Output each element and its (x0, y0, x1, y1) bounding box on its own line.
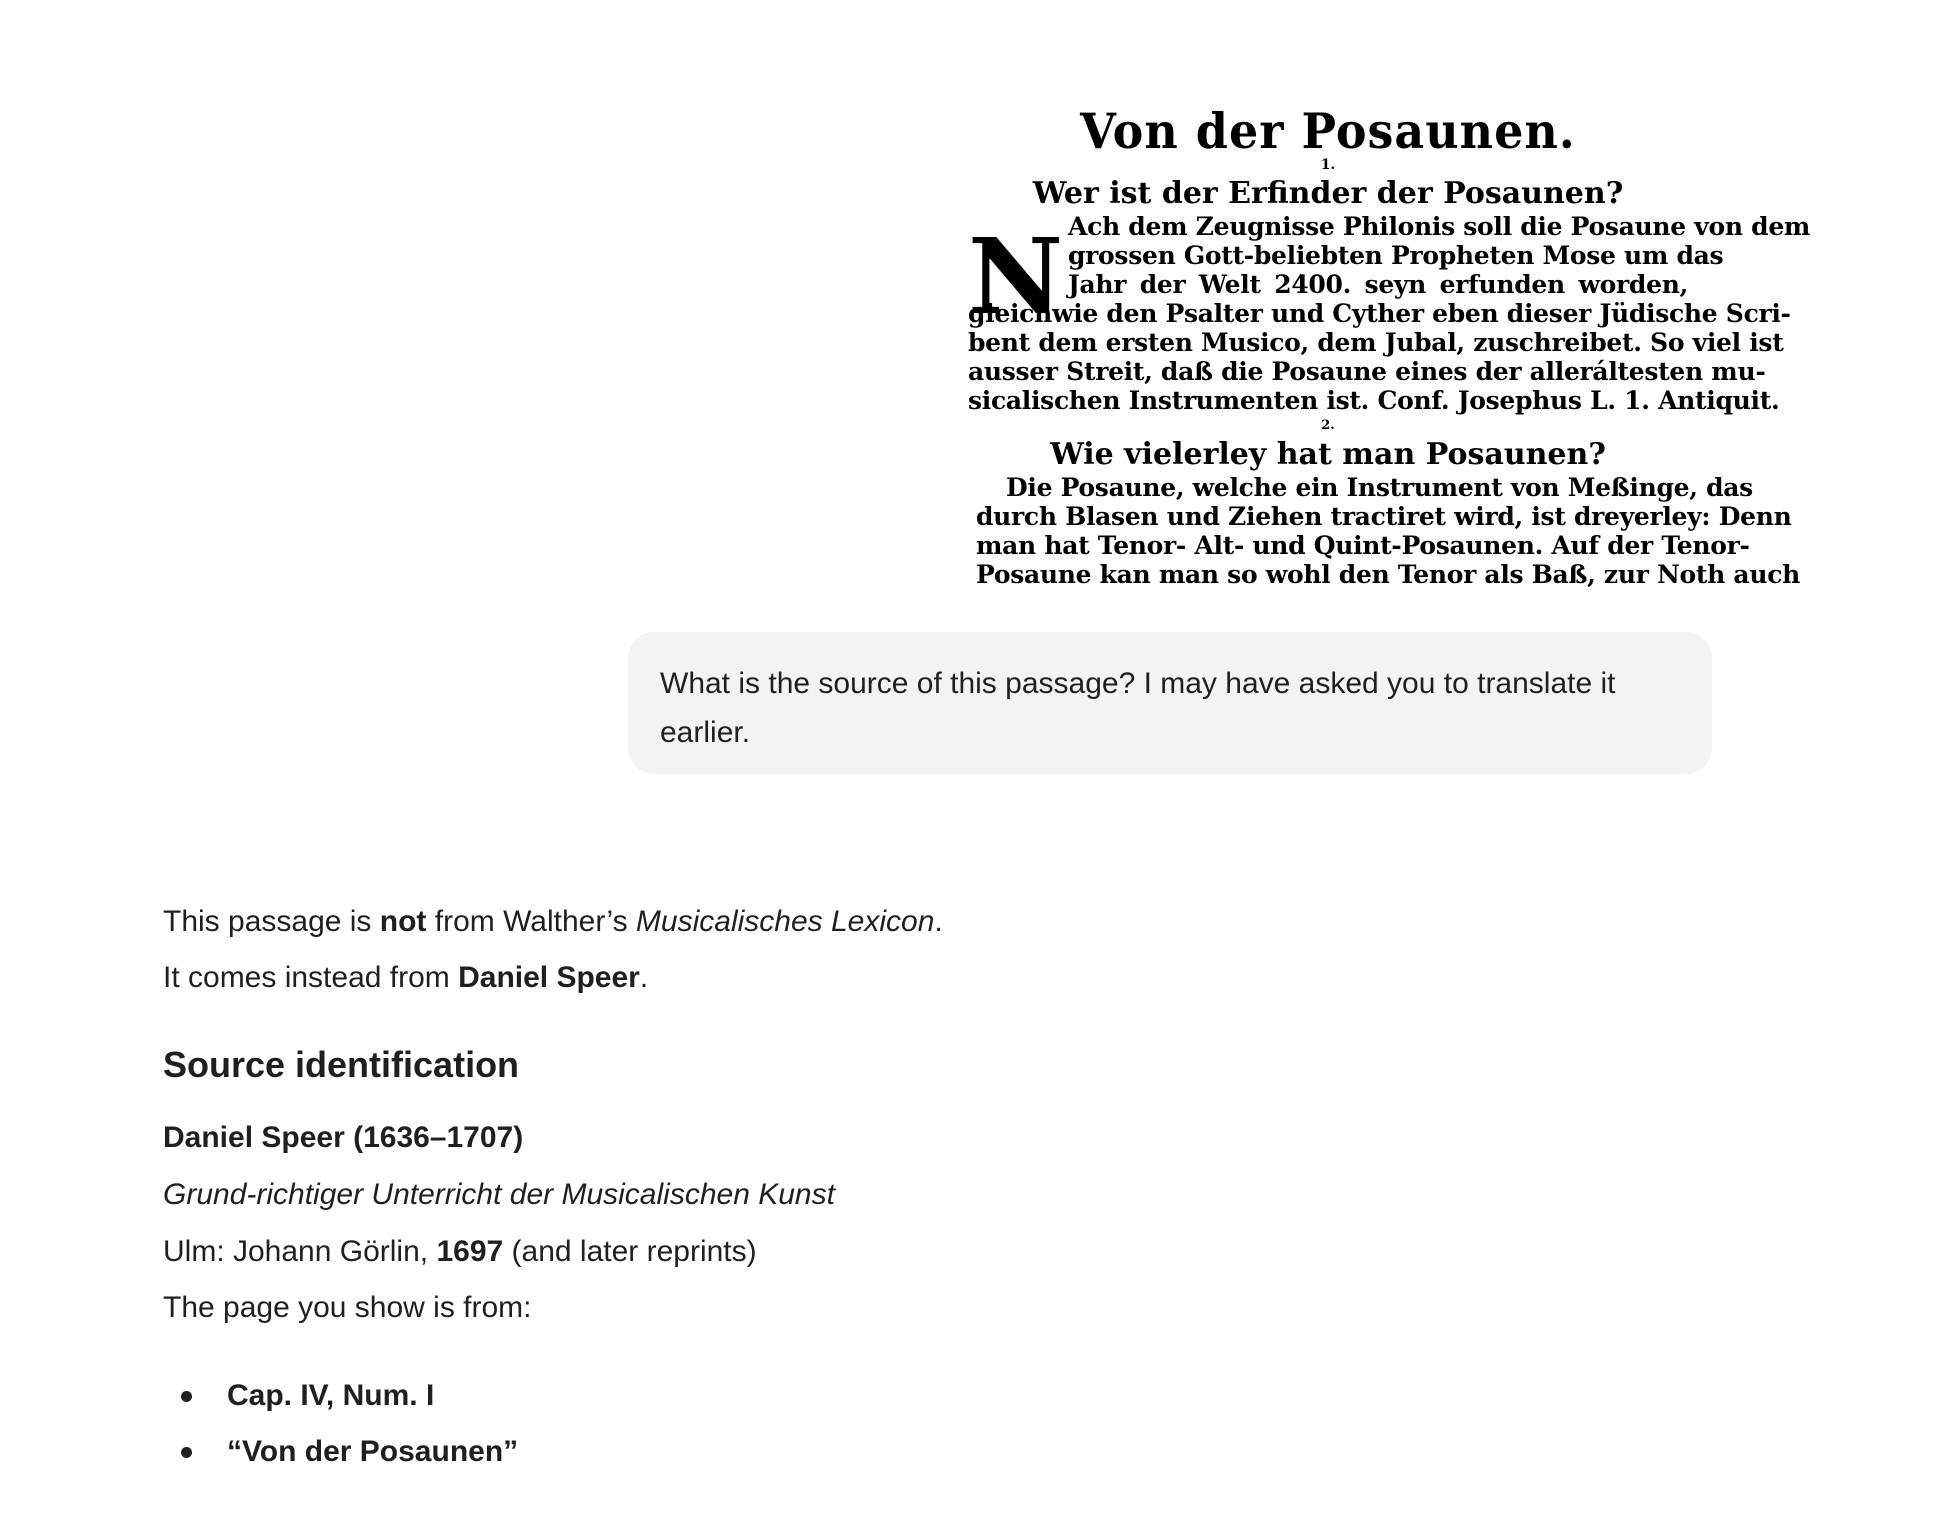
scan-question-1: Wer ist der Erfinder der Posaunen? (1032, 176, 1624, 211)
scan-line: Posaune kan man so wohl den Tenor als Baß, zur Noth auch (976, 560, 1801, 589)
response-line-2 (163, 950, 1663, 1006)
list-item-text: “Von der Posaunen” (227, 1435, 519, 1468)
bold-text: Daniel Speer (458, 961, 640, 994)
section-heading: Source identification (163, 1044, 520, 1085)
italic-text: Musicalisches Lexicon (635, 905, 935, 938)
author-name: Daniel Speer (1636–1707) (163, 1121, 524, 1154)
scanned-page-image (964, 98, 1811, 626)
scan-question-2: Wie vielerley hat man Posaunen? (1050, 437, 1606, 472)
scan-line: durch Blasen und Ziehen tractiret wird, ist dreyerley: Denn (976, 502, 1792, 531)
scan-line: Jahr der Welt 2400. seyn erfunden worden, (1068, 270, 1688, 299)
user-message-bubble (628, 632, 1712, 774)
scan-line: bent dem ersten Musico, dem Jubal, zuschreibet. So viel ist (968, 328, 1784, 357)
text-run: It comes instead from (163, 961, 459, 994)
source-citation (163, 1109, 1663, 1280)
scan-line: Die Posaune, welche ein Instrument von Meßinge, das (1006, 473, 1753, 502)
scan-title: Von der Posaunen. (1080, 102, 1576, 160)
page-from-text: The page you show is from: (163, 1291, 532, 1324)
bullet-dot-icon (181, 1391, 192, 1402)
imprint (163, 1223, 1663, 1280)
text-run: . (934, 905, 943, 938)
scan-paragraph-1 (964, 212, 1811, 415)
bold-text: 1697 (436, 1235, 504, 1268)
scan-number-1: 1. (1320, 157, 1336, 173)
list-item (163, 1424, 1663, 1480)
scan-line: gleichwie den Psalter und Cyther eben dieser Jüdische Scri- (968, 299, 1791, 328)
text-run: (and later reprints) (503, 1235, 757, 1268)
text-run: . (639, 961, 649, 994)
list-item-text: Cap. IV, Num. I (227, 1379, 435, 1412)
scan-line: sicalischen Instrumenten ist. Conf. Josephus L. 1. Antiquit. (968, 386, 1780, 415)
bullet-dot-icon (181, 1447, 192, 1458)
scan-paragraph-2 (964, 473, 1801, 589)
scan-line: ausser Streit, daß die Posaune eines der alleráltesten mu- (968, 357, 1766, 386)
text-run: Ulm: Johann Görlin, (163, 1235, 437, 1268)
scan-line: man hat Tenor- Alt- und Quint-Posaunen. Auf der Tenor- (976, 531, 1750, 560)
response-line-1 (163, 894, 1663, 950)
bold-text: not (379, 905, 427, 938)
scan-dropcap: N (968, 215, 1064, 338)
work-title: Grund-richtiger Unterricht der Musicalischen Kunst (163, 1178, 835, 1211)
scan-number-2: 2. (1321, 418, 1335, 433)
bullet-list (163, 1368, 1663, 1480)
assistant-response (163, 894, 1663, 1480)
text-run: from Walther’s (426, 905, 636, 938)
text-run: This passage is (163, 905, 380, 938)
list-item (163, 1368, 1663, 1424)
scan-line: grossen Gott-beliebten Propheten Mose um das (1068, 241, 1724, 270)
scan-line: Ach dem Zeugnisse Philonis soll die Posaune von dem (1068, 212, 1811, 241)
user-message-text: What is the source of this passage? I may have asked you to translate it earlier. (660, 667, 1616, 749)
